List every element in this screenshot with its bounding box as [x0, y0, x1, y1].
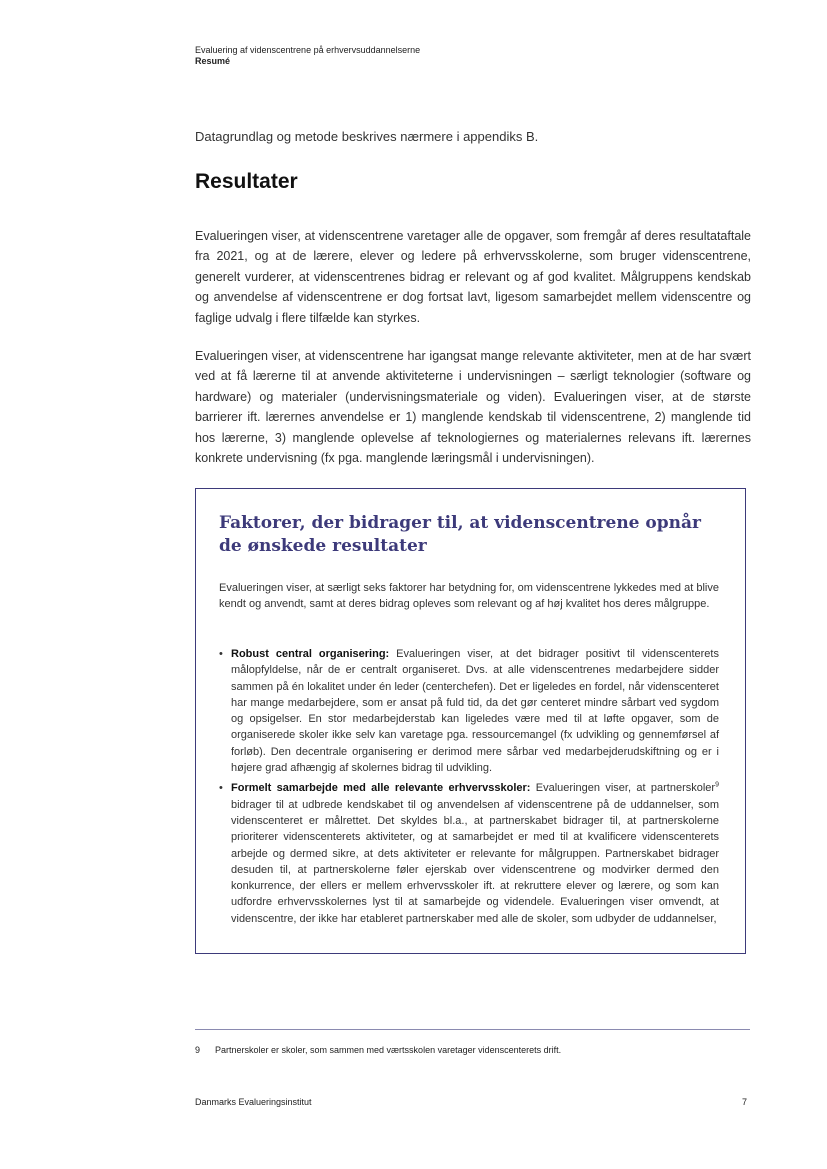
- factor-text: Evalueringen viser, at det bidrager positivt til videnscenterets målopfyldelse, når de er centralt organiseret. Dvs. at alle videnscentrenes medarbejdere sidder sammen på én lokalitet under én leder (centerchefen). Det er ligeledes en fordel, når videnscenteret har mange medarbejdere, som er ansat på fuld tid, da det gør centeret mindre sårbart ved sygdom og opsigelser. En stor medarbejderstab kan ligeledes være med til at løfte opgaver, som de organiserede skoler ikke selv kan varetage pga. ressourcemangel (fx udvikling og gennemførsel af forløb). Den decentrale organisering er derimod mere sårbar ved medarbejderudskiftning og er i højere grad afhængig af skolernes bidrag til udvikling.: [231, 648, 719, 775]
- header-subtitle: Resumé: [195, 56, 231, 66]
- footnote-ref[interactable]: 9: [715, 781, 719, 789]
- page-number: 7: [742, 1097, 748, 1107]
- factor-text-start: Evalueringen viser, at partnerskoler: [530, 782, 716, 795]
- body-paragraph-1: Evalueringen viser, at videnscentrene varetager alle de opgaver, som fremgår af deres resultataftale fra 2021, og at de lærere, elever og ledere på erhvervsskolerne, som bruger videnscentrene, generelt vurderer, at videnscentrenes bidrag er relevant og af god kvalitet. Målgruppens kendskab og anvendelse af videnscentrene er dog fortsat lavt, ligesom samarbejdet mellem videnscentre og faglige udvalg i flere tilfælde kan styrkes.: [195, 229, 751, 325]
- footnote-divider: [195, 1029, 750, 1030]
- factor-keyword: Robust central organisering:: [231, 648, 390, 660]
- header-title: Evaluering af videnscentrene på erhvervsuddannelserne: [195, 45, 421, 55]
- section-heading: Resultater: [195, 170, 298, 193]
- footnote-number: 9: [195, 1045, 201, 1055]
- footnote-text: Partnerskoler er skoler, som sammen med værtsskolen varetager videnscenterets drift.: [215, 1045, 562, 1055]
- footer-organization: Danmarks Evalueringsinstitut: [195, 1097, 312, 1107]
- bullet-icon: •: [219, 782, 223, 795]
- list-item: [219, 780, 719, 927]
- running-header: [195, 45, 420, 67]
- body-paragraph-2: Evalueringen viser, at videnscentrene har igangsat mange relevante aktiviteter, men at de har svært ved at få lærerne til at anvende aktiviteterne i undervisningen – særligt teknologier (software og hardware) og materialer (undervisningsmateriale og viden). Evalueringen viser, at de største barrierer ift. lærernes anvendelse er 1) manglende kendskab til videnscentrene, 2) manglende tid hos lærerne, 3) manglende oplevelse af teknologiernes og materialernes relevans ift. lærernes konkrete undervisning (fx pga. manglende læringsmål i undervisningen).: [195, 349, 751, 466]
- list-item: [219, 646, 719, 776]
- factor-text: bidrager til at udbrede kendskabet til og anvendelsen af videnscentrene på de uddannelser, som videnscenteret er målrettet. Det skyldes bl.a., at partnerskabet bidrager til, at partnerskolerne prioriterer videnscenterets aktiviteter, og at samarbejdet er med til at kvalificere videnscenterets arbejde og dermed sikre, at dets aktiviteter er relevante for målgruppen. Partnerskabet bidrager desuden til, at partnerskolerne føler ejerskab over videnscentrene og modvirker dermed den konkurrence, der ellers er mellem erhvervsskoler ift. at rekruttere elever og lærere, og som kan udfordre erhvervsskolernes lyst til at samarbejde og videndele. Evalueringen viser omvendt, at videnscentre, der ikke har etableret partnerskaber med alle de skoler, som udbyder de uddannelser,: [231, 798, 719, 925]
- factors-box: [195, 488, 746, 954]
- bullet-icon: •: [219, 648, 223, 660]
- box-title: Faktorer, der bidrager til, at videnscentrene opnår de ønskede resultater: [219, 513, 701, 556]
- intro-sentence: Datagrundlag og metode beskrives nærmere i appendiks B.: [195, 129, 539, 144]
- footnote: [195, 1045, 561, 1055]
- factor-keyword: Formelt samarbejde med alle relevante erhvervsskoler:: [231, 782, 531, 795]
- factor-list: [219, 646, 719, 931]
- box-lead: Evalueringen viser, at særligt seks faktorer har betydning for, om videnscentrene lykkedes med at blive kendt og anvendt, samt at deres bidrag opleves som relevant og af høj kvalitet hos deres målgruppe.: [219, 582, 719, 611]
